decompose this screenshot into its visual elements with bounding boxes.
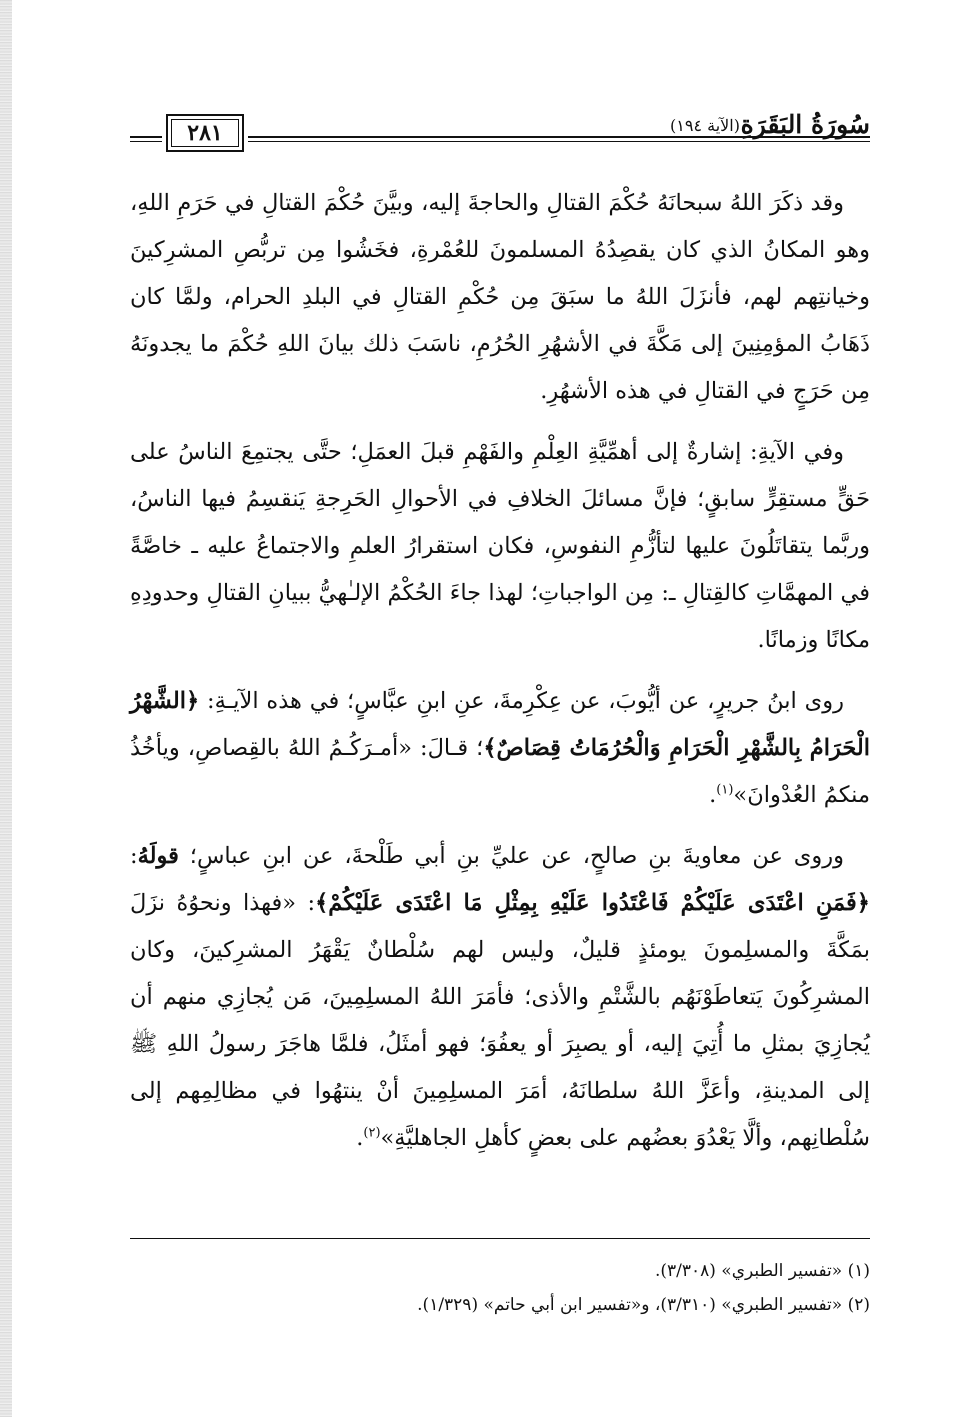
paragraph-4-body: : «فهذا ونحوُهُ نزَلَ بمَكَّةَ والمسلِمونَ يومئذٍ قليلٌ، وليس لهم سُلْطانٌ يَقْهَرُ المشرِكينَ، وكان المشرِكُونَ يَتعاطَوْنَهُم بالشَّتْمِ والأذى؛ فأمَرَ اللهُ المسلِمِينَ، مَن يُجازِي منهم أن يُجازِيَ بمثلِ ما أُتِيَ إليه، أو يصبِرَ أو يعفُوَ؛ فهو أمثَلُ، فلمَّا هاجَرَ رسولُ اللهِ ﷺ إلى المدينةِ، وأعَزَّ اللهُ سلطانَهُ، أمَرَ المسلِمِينَ أنْ ينتهُوا في مظالِمِهم إلى سُلْطانِهم، وألَّا يَعْدُوَ بعضُهم على بعضٍ كأهلِ الجاهليَّةِ» xyxy=(130,890,870,1151)
page-number-box xyxy=(166,114,244,152)
paragraph-2: وفي الآيةِ: إشارةٌ إلى أهمِّيَّةِ العِلْمِ والفَهْمِ قبلَ العمَلِ؛ حتَّى يجتمِعَ الناسُ على حَقٍّ مستقِرٍّ سابقٍ؛ فإنَّ مسائلَ الخلافِ في الأحوالِ الحَرِجةِ يَنقسِمُ فيها الناسُ، وربَّما يتقاتَلُونَ عليها لتأزُّمِ النفوسِ، فكان استقرارُ العلمِ والاجتماعُ عليه ـ خاصَّةً في المهمَّاتِ كالقِتالِ ـ: مِن الواجباتِ؛ لهذا جاءَ الحُكْمُ الإلـٰهيُّ ببيانِ القتالِ وحدودِهِ مكانًا وزمانًا. xyxy=(130,439,870,653)
header-rule-left xyxy=(130,136,162,142)
footnote-1: (١) «تفسير الطبري» (٣/٣٠٨). xyxy=(654,1261,870,1281)
footnote-separator xyxy=(130,1238,870,1239)
footnotes xyxy=(130,1254,870,1322)
paragraph-3 xyxy=(130,678,870,819)
surah-title: سُورَةُ البَقَرَةِ xyxy=(740,110,870,139)
header-rule xyxy=(248,136,870,142)
paragraph-4 xyxy=(130,833,870,1162)
paragraph-4-sep: : xyxy=(130,843,138,869)
paragraph-3-quote: ؛ قـالَ: «أمـرَكُـمُ اللهُ بالقِصاصِ، ويأخُذُ منكمُ العُدْوانَ» xyxy=(130,735,870,808)
footnote-2: (٢) «تفسير الطبري» (٣/٣١٠)، و«تفسير ابن أبي حاتم» (١/٣٢٩). xyxy=(417,1295,870,1315)
paragraph-1: وقد ذكَرَ اللهُ سبحانَهُ حُكْمَ القتالِ والحاجةَ إليه، وبيَّنَ حُكْمَ القتالِ في حَرَمِ اللهِ، وهو المكانُ الذي كان يقصِدُهُ المسلمونَ للعُمْرةِ، فخَشُوا مِن تربُّصِ المشرِكينَ وخيانتِهم لهم، فأنزَلَ اللهُ ما سبَقَ مِن حُكْمِ القتالِ في البلدِ الحرام، ولمَّا كان ذَهَابُ المؤمِنِينَ إلى مَكَّةَ في الأشهُرِ الحُرُمِ، ناسَبَ ذلك بيانَ اللهِ حُكْمَ ما يجدونَهُ مِن حَرَجٍ في القتالِ في هذه الأشهُرِ. xyxy=(130,190,870,404)
ayah-reference: (الآية ١٩٤) xyxy=(670,116,740,135)
page-number: ٢٨١ xyxy=(187,120,223,146)
scan-edge xyxy=(0,0,12,1417)
footnote-ref-2: (٢) xyxy=(363,1125,381,1141)
quran-verse-1: ﴿الشَّهْرُ الْحَرَامُ بِالشَّهْرِ الْحَرَامِ وَالْحُرُمَاتُ قِصَاصٌ﴾ xyxy=(130,688,870,761)
qawluhu-label: قولَهُ xyxy=(137,843,179,869)
footnote-ref-1: (١) xyxy=(716,782,734,798)
paragraph-3-end: . xyxy=(709,782,717,808)
quran-verse-2: ﴿فَمَنِ اعْتَدَى عَلَيْكُمْ فَاعْتَدُوا عَلَيْهِ بِمِثْلِ مَا اعْتَدَى عَلَيْكُمْ﴾ xyxy=(315,890,870,916)
paragraph-4-end: . xyxy=(356,1125,364,1151)
body-text xyxy=(130,180,870,1176)
page-header xyxy=(130,100,870,160)
paragraph-3-intro: روى ابنُ جريرٍ، عن أيُّوبَ، عن عِكْرِمةَ، عنِ ابنِ عبَّاسٍ؛ في هذه الآيـةِ: xyxy=(199,688,844,714)
paragraph-4-intro: وروى عن معاويةَ بنِ صالحٍ، عن عليِّ بنِ أبي طَلْحةَ، عن ابنِ عباسٍ؛ xyxy=(178,843,844,869)
